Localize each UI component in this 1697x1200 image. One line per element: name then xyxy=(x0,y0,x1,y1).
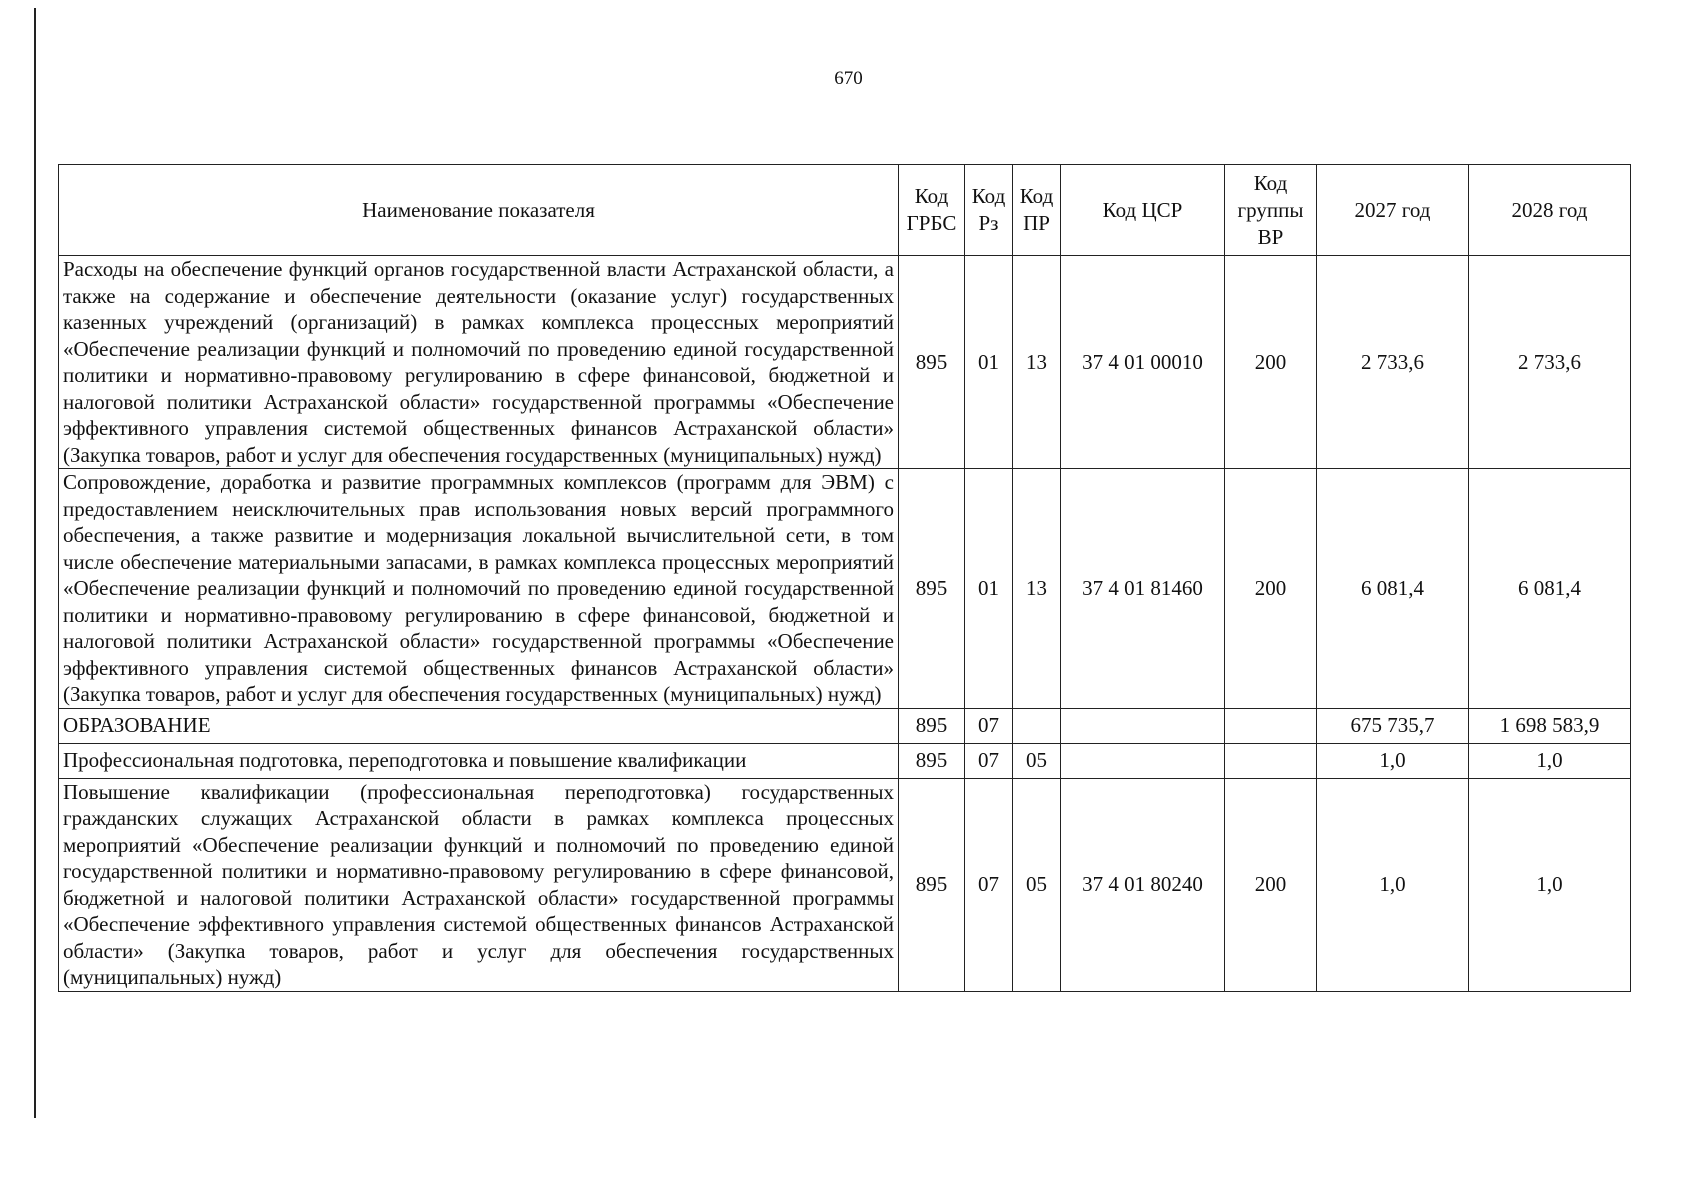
row-2028: 2 733,6 xyxy=(1469,256,1631,469)
row-vr: 200 xyxy=(1225,778,1317,991)
page-edge-rule xyxy=(34,8,36,1118)
row-2027: 1,0 xyxy=(1317,743,1469,778)
row-2027: 2 733,6 xyxy=(1317,256,1469,469)
table-row xyxy=(59,743,1631,778)
table-row xyxy=(59,778,1631,991)
row-vr: 200 xyxy=(1225,469,1317,709)
row-2027: 1,0 xyxy=(1317,778,1469,991)
row-pr: 05 xyxy=(1013,778,1061,991)
header-csr: Код ЦСР xyxy=(1061,165,1225,256)
row-vr xyxy=(1225,708,1317,743)
row-pr: 13 xyxy=(1013,256,1061,469)
row-vr: 200 xyxy=(1225,256,1317,469)
table-row xyxy=(59,256,1631,469)
header-2027: 2027 год xyxy=(1317,165,1469,256)
row-name: Профессиональная подготовка, переподготовка и повышение квалификации xyxy=(59,743,899,778)
row-csr: 37 4 01 00010 xyxy=(1061,256,1225,469)
budget-table xyxy=(58,164,1631,992)
row-rz: 07 xyxy=(965,778,1013,991)
header-vr: Код группы ВР xyxy=(1225,165,1317,256)
page-number: 670 xyxy=(834,68,863,89)
header-name: Наименование показателя xyxy=(59,165,899,256)
row-2027: 675 735,7 xyxy=(1317,708,1469,743)
row-2028: 6 081,4 xyxy=(1469,469,1631,709)
header-pr: Код ПР xyxy=(1013,165,1061,256)
row-rz: 07 xyxy=(965,743,1013,778)
row-pr: 13 xyxy=(1013,469,1061,709)
row-csr xyxy=(1061,708,1225,743)
header-grbs: Код ГРБС xyxy=(899,165,965,256)
row-csr: 37 4 01 80240 xyxy=(1061,778,1225,991)
row-2027: 6 081,4 xyxy=(1317,469,1469,709)
row-csr: 37 4 01 81460 xyxy=(1061,469,1225,709)
row-vr xyxy=(1225,743,1317,778)
header-rz: Код Рз xyxy=(965,165,1013,256)
row-pr: 05 xyxy=(1013,743,1061,778)
row-2028: 1 698 583,9 xyxy=(1469,708,1631,743)
row-name: Расходы на обеспечение функций органов государственной власти Астраханской области, а также на содержание и обеспечение деятельности (оказание услуг) государственных казенных учреждений (организаций) в рамках комплекса процессных мероприятий «Обеспечение реализации функций и полномочий по проведению единой государственной политики и нормативно-правовому регулированию в сфере финансовой, бюджетной и налоговой политики Астраханской области» государственной программы «Обеспечение эффективного управления системой общественных финансов Астраханской области» (Закупка товаров, работ и услуг для обеспечения государственных (муниципальных) нужд) xyxy=(59,256,899,469)
row-name: ОБРАЗОВАНИЕ xyxy=(59,708,899,743)
row-2028: 1,0 xyxy=(1469,743,1631,778)
row-rz: 07 xyxy=(965,708,1013,743)
row-rz: 01 xyxy=(965,469,1013,709)
row-grbs: 895 xyxy=(899,778,965,991)
row-pr xyxy=(1013,708,1061,743)
row-grbs: 895 xyxy=(899,469,965,709)
row-grbs: 895 xyxy=(899,256,965,469)
table-header-row xyxy=(59,165,1631,256)
table-row xyxy=(59,708,1631,743)
header-2028: 2028 год xyxy=(1469,165,1631,256)
row-grbs: 895 xyxy=(899,743,965,778)
row-grbs: 895 xyxy=(899,708,965,743)
row-csr xyxy=(1061,743,1225,778)
row-rz: 01 xyxy=(965,256,1013,469)
row-2028: 1,0 xyxy=(1469,778,1631,991)
row-name: Сопровождение, доработка и развитие программных комплексов (программ для ЭВМ) с предоставлением неисключительных прав использования новых версий программного обеспечения, а также развитие и модернизация локальной вычислительной сети, в том числе обеспечение материальными запасами, в рамках комплекса процессных мероприятий «Обеспечение реализации функций и полномочий по проведению единой государственной политики и нормативно-правовому регулированию в сфере финансовой, бюджетной и налоговой политики Астраханской области» государственной программы «Обеспечение эффективного управления системой общественных финансов Астраханской области» (Закупка товаров, работ и услуг для обеспечения государственных (муниципальных) нужд) xyxy=(59,469,899,709)
table-row xyxy=(59,469,1631,709)
row-name: Повышение квалификации (профессиональная переподготовка) государственных гражданских служащих Астраханской области в рамках комплекса процессных мероприятий «Обеспечение реализации функций и полномочий по проведению единой государственной политики и нормативно-правовому регулированию в сфере финансовой, бюджетной и налоговой политики Астраханской области» государственной программы «Обеспечение эффективного управления системой общественных финансов Астраханской области» (Закупка товаров, работ и услуг для обеспечения государственных (муниципальных) нужд) xyxy=(59,778,899,991)
